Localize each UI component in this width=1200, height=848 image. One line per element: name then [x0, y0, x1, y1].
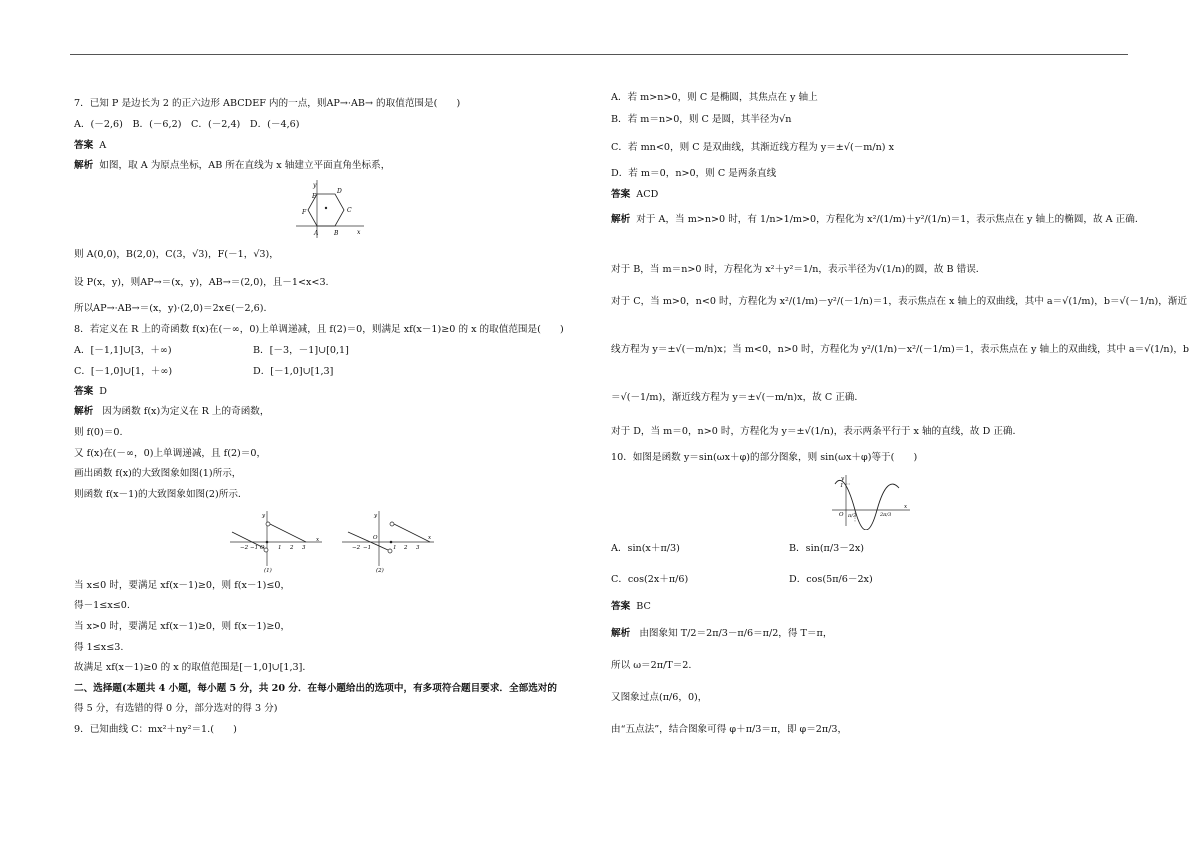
graph-2-tick: O [373, 535, 378, 541]
analysis-label: 解析 [611, 628, 631, 639]
q8-after-line-2: 得－1≤x≤0. [74, 600, 130, 611]
sine-tick-2pi3: 2π/3 [880, 512, 892, 518]
graph-1-tick: O [260, 545, 265, 551]
q9-option-c: C．若 mn<0，则 C 是双曲线，其渐近线方程为 y＝±√(－m/n) x [611, 142, 895, 153]
graph-1-tick: 1 [278, 545, 282, 551]
graph-2-axis-x: x [428, 535, 432, 541]
sine-axis-y: y [841, 476, 845, 482]
hex-label-B: B [334, 230, 339, 237]
q8-analysis-line-5: 则函数 f(x－1)的大致图象如图(2)所示． [74, 489, 248, 500]
graph-1-caption: (1) [264, 568, 272, 574]
q7-options: A．(－2,6) B．(－6,2) C．(－2,4) D．(－4,6) [74, 119, 300, 130]
graph-1-tick: −1 [250, 545, 259, 551]
q10-stem: 10．如图是函数 y＝sin(ωx＋φ)的部分图象，则 sin(ωx＋φ)等于( ) [611, 452, 918, 463]
section-2-heading: 二、选择题(本题共 4 小题，每小题 5 分，共 20 分．在每小题给出的选项中，有多项符合题目要求．全部选对的 [74, 683, 557, 694]
q7-analysis [74, 160, 390, 172]
sine-origin: O [839, 512, 844, 518]
q8-stem: 8．若定义在 R 上的奇函数 f(x)在(－∞，0)上单调递减，且 f(2)＝0，则满足 xf(x－1)≥0 的 x 的取值范围是( ) [74, 324, 564, 335]
graph-2-tick: 3 [416, 545, 420, 551]
hex-label-y: y [313, 182, 317, 189]
hex-label-x: x [357, 229, 361, 236]
q8-analysis-line-2: 则 f(0)＝0. [74, 427, 123, 438]
q10-analysis-line-3: 又图象过点(π/6，0)， [611, 692, 708, 703]
q8-answer [74, 386, 107, 398]
q9-analysis-line-2: 对于 B，当 m＝n>0 时，方程化为 x²＋y²＝1/n，表示半径为√(1/n)的圆，故 B 错误． [611, 264, 986, 275]
answer-label: 答案 [611, 189, 631, 200]
sine-tick-pi3: π/3 [848, 513, 857, 519]
q9-option-d: D．若 m＝0，n>0，则 C 是两条直线 [611, 168, 777, 179]
q7-coords: 则 A(0,0)，B(2,0)，C(3，√3)，F(－1，√3)， [74, 249, 279, 260]
hexagon-figure [296, 178, 366, 240]
analysis-label: 解析 [74, 406, 94, 417]
graph-2-tick: 2 [404, 545, 408, 551]
q7-conclusion: 所以AP→·AB→＝(x，y)·(2,0)＝2x∈(－2,6)． [74, 303, 274, 314]
q9-analysis-line-4: 线方程为 y＝±√(－m/n)x；当 m<0，n>0 时，方程化为 y²/(1/n)－x²/(－1/m)＝1，表示焦点在 y 轴上的双曲线，其中 a＝√(1/n)，b [611, 344, 1190, 355]
q8-analysis-line-3: 又 f(x)在(－∞，0)上单调递减，且 f(2)＝0， [74, 448, 267, 459]
q8-after-line-1: 当 x≤0 时，要满足 xf(x－1)≥0，则 f(x－1)≤0， [74, 580, 291, 591]
hex-label-C: C [347, 207, 352, 214]
q10-option-d: D．cos(5π/6－2x) [789, 574, 873, 585]
q10-option-b: B．sin(π/3－2x) [789, 543, 865, 554]
q8-after-line-5: 故满足 xf(x－1)≥0 的 x 的取值范围是[－1,0]∪[1,3]． [74, 662, 312, 673]
q10-option-a: A．sin(x＋π/3) [611, 543, 680, 554]
answer-value: A [99, 140, 107, 151]
q8-option-b: B．[－3，－1]∪[0,1] [253, 345, 349, 356]
hex-label-A: A [314, 230, 319, 237]
q9-analysis-line-5: ＝√(－1/m)，渐近线方程为 y＝±√(－m/n)x，故 C 正确． [611, 392, 864, 403]
analysis-text: 由图象知 T/2＝2π/3－π/6＝π/2，得 T＝π， [639, 628, 833, 639]
q7-stem: 7．已知 P 是边长为 2 的正六边形 ABCDEF 内的一点，则AP→·AB→ 的取值范围是( ) [74, 98, 461, 109]
q9-analysis-line-3: 对于 C，当 m>0，n<0 时，方程化为 x²/(1/m)－y²/(－1/n)＝1，表示焦点在 x 轴上的双曲线，其中 a＝√(1/m)，b＝√(－1/n)，渐近 [611, 296, 1188, 307]
sine-label-one: 1 [840, 483, 844, 489]
graph-1-tick: 2 [290, 545, 294, 551]
header-rule [70, 54, 1128, 55]
graph-2-figure [340, 508, 438, 574]
sine-figure [826, 472, 914, 530]
graph-2-tick: 1 [393, 545, 397, 551]
sine-axis-x: x [904, 504, 908, 510]
q10-answer [611, 601, 651, 613]
graph-2-caption: (2) [376, 568, 384, 574]
q7-answer [74, 140, 106, 152]
analysis-text: 对于 A，当 m>n>0 时，有 1/n>1/m>0，方程化为 x²/(1/m)＋y²/(1/n)＝1，表示焦点在 y 轴上的椭圆，故 A 正确． [636, 214, 1145, 225]
q8-option-a: A．[－1,1]∪[3，＋∞) [74, 345, 172, 356]
graph-1-tick: −2 [240, 545, 249, 551]
analysis-text: 如图，取 A 为原点坐标，AB 所在直线为 x 轴建立平面直角坐标系， [99, 160, 391, 171]
graph-2-axis-y: y [374, 513, 378, 519]
analysis-text: 因为函数 f(x)为定义在 R 上的奇函数， [102, 406, 270, 417]
section-2-heading-cont: 得 5 分，有选错的得 0 分，部分选对的得 3 分) [74, 703, 278, 714]
q10-option-c: C．cos(2x＋π/6) [611, 574, 689, 585]
answer-label: 答案 [611, 601, 631, 612]
graph-2-tick: −1 [363, 545, 372, 551]
q8-after-line-4: 得 1≤x≤3. [74, 642, 124, 653]
answer-label: 答案 [74, 140, 94, 151]
q9-stem: 9．已知曲线 C：mx²＋ny²＝1.( ) [74, 724, 237, 735]
q10-analysis-line-2: 所以 ω＝2π/T＝2. [611, 660, 692, 671]
q9-answer [611, 189, 658, 201]
graph-2-tick: −2 [352, 545, 361, 551]
q8-option-c: C．[－1,0]∪[1，＋∞) [74, 366, 173, 377]
answer-value: D [99, 386, 107, 397]
q8-after-line-3: 当 x>0 时，要满足 xf(x－1)≥0，则 f(x－1)≥0， [74, 621, 291, 632]
hex-label-E: E [312, 193, 317, 200]
graph-1-figure [228, 508, 326, 574]
q9-analysis-line-6: 对于 D，当 m＝0，n>0 时，方程化为 y＝±√(1/n)，表示两条平行于 x 轴的直线，故 D 正确． [611, 426, 1023, 437]
analysis-label: 解析 [611, 214, 631, 225]
answer-label: 答案 [74, 386, 94, 397]
q10-analysis-line-1 [611, 628, 832, 640]
hex-label-D: D [337, 188, 342, 195]
q7-setp: 设 P(x，y)，则AP→＝(x，y)，AB→＝(2,0)，且－1<x<3. [74, 277, 329, 288]
graph-1-axis-x: x [316, 537, 320, 543]
graph-1-tick: 3 [302, 545, 306, 551]
q9-analysis-line-1 [611, 214, 1144, 226]
graph-1-axis-y: y [262, 513, 266, 519]
q10-analysis-line-4: 由“五点法”，结合图象可得 φ＋π/3＝π，即 φ＝2π/3， [611, 724, 848, 735]
analysis-label: 解析 [74, 160, 94, 171]
hex-label-F: F [302, 209, 307, 216]
answer-value: ACD [636, 189, 659, 200]
q8-analysis-line-1 [74, 406, 269, 418]
q8-analysis-line-4: 画出函数 f(x)的大致图象如图(1)所示， [74, 468, 242, 479]
q8-option-d: D．[－1,0]∪[1,3] [253, 366, 334, 377]
q9-option-a: A．若 m>n>0，则 C 是椭圆，其焦点在 y 轴上 [611, 92, 818, 103]
answer-value: BC [636, 601, 651, 612]
q9-option-b: B．若 m＝n>0，则 C 是圆，其半径为√n [611, 114, 792, 125]
